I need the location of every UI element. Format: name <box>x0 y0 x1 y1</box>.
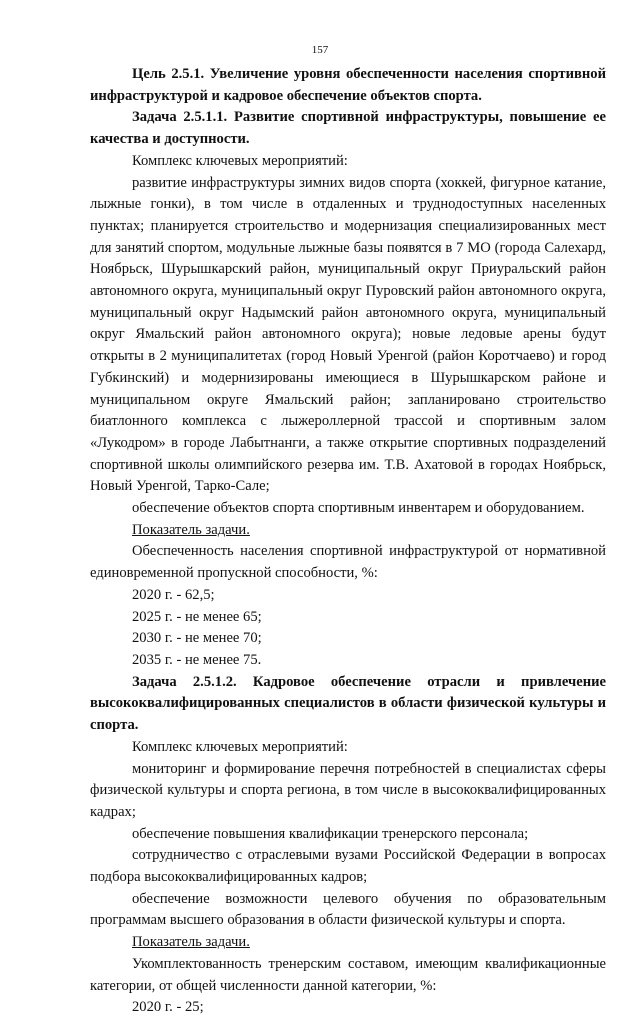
paragraph: развитие инфраструктуры зимних видов спорта (хоккей, фигурное катание, лыжные гонки), в том числе в отдаленных и труднодоступных населенных пунктах; планируется строительство и модернизация специализированных мест для занятий спортом, модульные лыжные базы появятся в 7 МО (города Салехард, Ноябрьск, Шурышкарский район, муниципальный округ Приуральский район автономного округа, муниципальный округ Пуровский район автономного округа, муниципальный округ Надымский район автономного округа, муниципальный округ Ямальский район автономного округа); новые ледовые арены будут открыты в 2 муниципалитетах (город Новый Уренгой (район Коротчаево) и город Губкинский) и модернизированы имеющиеся в Шурышкарском районе и муниципальном округе Ямальский район; запланировано строительство биатлонного комплекса с лыжероллерной трассой и спортивным залом «Лукодром» в городе Лабытнанги, а также открытие спортивных подразделений спортивной школы олимпийского резерва им. Т.В. Ахатовой в городах Ноябрьск, Новый Уренгой, Тарко-Сале; <box>90 174 606 495</box>
document-body <box>90 64 606 1019</box>
indicator-value: 2020 г. - 25; <box>132 999 204 1016</box>
paragraph: Обеспеченность населения спортивной инфраструктурой от нормативной единовременной пропускной способности, %: <box>90 543 606 582</box>
paragraph: обеспечение возможности целевого обучения по образовательным программам высшего образования в области физической культуры и спорта. <box>90 890 606 929</box>
task-heading-1: Задача 2.5.1.1. Развитие спортивной инфраструктуры, повышение ее качества и доступности. <box>90 109 606 148</box>
paragraph: Комплекс ключевых мероприятий: <box>132 152 348 169</box>
indicator-label: Показатель задачи. <box>132 521 250 538</box>
indicator-value: 2020 г. - 62,5; <box>132 586 215 603</box>
indicator-value: 2035 г. - не менее 75. <box>132 651 262 668</box>
goal-heading: Цель 2.5.1. Увеличение уровня обеспеченности населения спортивной инфраструктурой и кадровое обеспечение объектов спорта. <box>90 66 606 104</box>
paragraph: Укомплектованность тренерским составом, имеющим квалификационные категории, от общей численности данной категории, %: <box>90 955 606 994</box>
task-heading-2: Задача 2.5.1.2. Кадровое обеспечение отрасли и привлечение высококвалифицированных специалистов в области физической культуры и спорта. <box>90 673 606 734</box>
paragraph: сотрудничество с отраслевыми вузами Российской Федерации в вопросах подбора высококвалифицированных кадров; <box>90 847 606 886</box>
page-number: 157 <box>311 44 329 56</box>
indicator-value: 2025 г. - не менее 65; <box>132 608 262 625</box>
paragraph: обеспечение повышения квалификации тренерского персонала; <box>132 825 529 842</box>
indicator-label: Показатель задачи. <box>132 934 250 951</box>
paragraph: мониторинг и формирование перечня потребностей в специалистах сферы физической культуры и спорта региона, в том числе в высококвалифицированных кадрах; <box>90 760 606 820</box>
paragraph: обеспечение объектов спорта спортивным инвентарем и оборудованием. <box>132 500 585 517</box>
indicator-value: 2030 г. - не менее 70; <box>132 630 262 647</box>
paragraph: Комплекс ключевых мероприятий: <box>132 738 348 755</box>
